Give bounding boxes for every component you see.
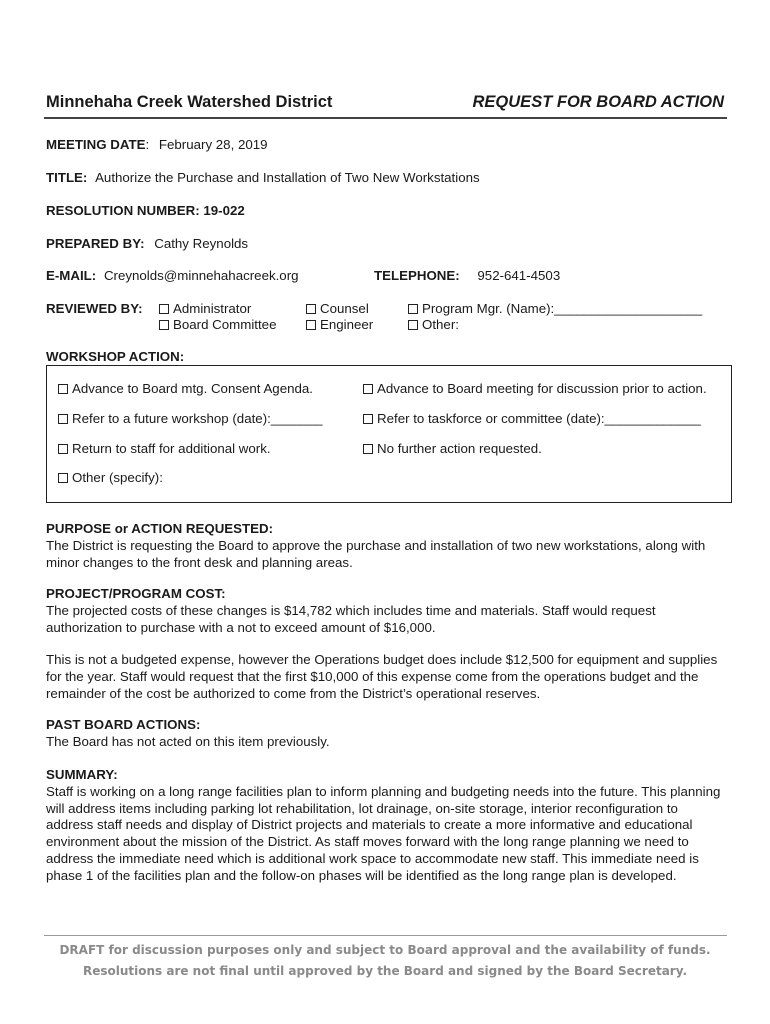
workshop-option-label: Return to staff for additional work. bbox=[72, 441, 271, 456]
telephone-label: TELEPHONE: bbox=[374, 268, 460, 283]
meeting-date-label: MEETING DATE bbox=[46, 137, 146, 152]
email-row bbox=[46, 268, 299, 283]
reviewed-option-label: Counsel bbox=[320, 301, 369, 316]
prepared-by-label: PREPARED BY: bbox=[46, 236, 145, 251]
resolution-value: 19-022 bbox=[203, 203, 245, 218]
checkbox-icon[interactable] bbox=[159, 304, 169, 314]
header-divider bbox=[44, 117, 727, 119]
workshop-option-future-workshop[interactable] bbox=[58, 411, 323, 426]
past-actions-body: The Board has not acted on this item previously. bbox=[46, 733, 330, 749]
reviewed-option-board-committee[interactable] bbox=[159, 317, 276, 332]
resolution-row bbox=[46, 203, 245, 218]
checkbox-icon[interactable] bbox=[363, 414, 373, 424]
resolution-label: RESOLUTION NUMBER: bbox=[46, 203, 200, 218]
email-label: E-MAIL: bbox=[46, 268, 97, 283]
purpose-heading: PURPOSE or ACTION REQUESTED: bbox=[46, 521, 274, 536]
reviewed-option-label: Program Mgr. (Name):____________________ bbox=[422, 301, 703, 316]
workshop-option-label: Refer to taskforce or committee (date):_____________ bbox=[377, 411, 701, 426]
organization-name: Minnehaha Creek Watershed District bbox=[46, 93, 333, 111]
cost-section-continued bbox=[46, 652, 726, 702]
reviewed-option-label: Engineer bbox=[320, 317, 374, 332]
checkbox-icon[interactable] bbox=[408, 304, 418, 314]
title-row bbox=[46, 170, 480, 185]
summary-heading: SUMMARY: bbox=[46, 767, 118, 782]
footer-line-2: Resolutions are not final until approved by the Board and signed by the Board Secretary. bbox=[82, 964, 688, 978]
reviewed-option-label: Board Committee bbox=[173, 317, 277, 332]
telephone-value: 952-641-4503 bbox=[477, 268, 561, 283]
purpose-section bbox=[46, 521, 726, 571]
checkbox-icon[interactable] bbox=[306, 304, 316, 314]
workshop-option-return-to-staff[interactable] bbox=[58, 441, 271, 456]
meeting-date-row bbox=[46, 137, 268, 152]
footer-line-1: DRAFT for discussion purposes only and subject to Board approval and the availability of funds. bbox=[59, 943, 711, 957]
past-actions-section bbox=[46, 717, 726, 751]
title-value: Authorize the Purchase and Installation of Two New Workstations bbox=[95, 170, 480, 185]
summary-section bbox=[46, 767, 726, 885]
cost-heading: PROJECT/PROGRAM COST: bbox=[46, 586, 226, 601]
reviewed-option-other[interactable] bbox=[408, 317, 459, 332]
reviewed-option-engineer[interactable] bbox=[306, 317, 373, 332]
telephone-row bbox=[374, 268, 560, 283]
workshop-action-label: WORKSHOP ACTION: bbox=[46, 349, 185, 364]
email-value: Creynolds@minnehahacreek.org bbox=[103, 268, 299, 283]
workshop-option-label: Refer to a future workshop (date):_______ bbox=[72, 411, 323, 426]
prepared-by-row bbox=[46, 236, 248, 251]
checkbox-icon[interactable] bbox=[58, 414, 68, 424]
title-label: TITLE: bbox=[46, 170, 88, 185]
cost-body: The projected costs of these changes is $14,782 which includes time and materials. Staff would request authorization to purchase with a not to exceed amount of $16,000. bbox=[46, 602, 656, 635]
checkbox-icon[interactable] bbox=[58, 473, 68, 483]
cost-section bbox=[46, 586, 726, 636]
workshop-option-other[interactable] bbox=[58, 470, 163, 485]
checkbox-icon[interactable] bbox=[408, 320, 418, 330]
reviewed-option-administrator[interactable] bbox=[159, 301, 251, 316]
document-type-title: REQUEST FOR BOARD ACTION bbox=[472, 93, 724, 111]
workshop-option-label: Advance to Board meeting for discussion prior to action. bbox=[377, 381, 707, 396]
workshop-option-board-discussion[interactable] bbox=[363, 381, 707, 396]
reviewed-by-label: REVIEWED BY: bbox=[46, 301, 143, 316]
checkbox-icon[interactable] bbox=[58, 384, 68, 394]
workshop-option-label: Advance to Board mtg. Consent Agenda. bbox=[72, 381, 313, 396]
checkbox-icon[interactable] bbox=[159, 320, 169, 330]
checkbox-icon[interactable] bbox=[363, 444, 373, 454]
reviewed-option-counsel[interactable] bbox=[306, 301, 369, 316]
workshop-option-no-further-action[interactable] bbox=[363, 441, 542, 456]
prepared-by-value: Cathy Reynolds bbox=[154, 236, 249, 251]
workshop-option-label: Other (specify): bbox=[72, 470, 163, 485]
checkbox-icon[interactable] bbox=[363, 384, 373, 394]
past-actions-heading: PAST BOARD ACTIONS: bbox=[46, 717, 201, 732]
purpose-body: The District is requesting the Board to approve the purchase and installation of two new workstations, along with minor changes to the front desk and planning areas. bbox=[46, 537, 706, 570]
cost-body-2: This is not a budgeted expense, however the Operations budget does include $12,500 for equipment and supplies for the year. Staff would request that the first $10,000 of this expense come from the operations budget and the remainder of the cost be authorized to come from the District’s operational reserves. bbox=[46, 652, 718, 701]
reviewed-option-label: Administrator bbox=[173, 301, 252, 316]
summary-body: Staff is working on a long range facilities plan to inform planning and budgeting needs into the future. This planning will address items including parking lot rehabilitation, lot drainage, on-site storage, interior reconfiguration to address staff needs and display of District projects and materials to create a more informative and educational environment about the mission of the District. As staff moves forward with the long range planning we need to address the immediate need which is additional work space to accommodate new staff. This immediate need is phase 1 of the facilities plan and the follow-on phases will be identified as the long range plan is developed. bbox=[46, 783, 721, 883]
footer-divider bbox=[44, 935, 727, 936]
meeting-date-value: February 28, 2019 bbox=[158, 137, 268, 152]
footer-disclaimer bbox=[0, 940, 770, 982]
checkbox-icon[interactable] bbox=[58, 444, 68, 454]
workshop-option-label: No further action requested. bbox=[377, 441, 542, 456]
reviewed-option-label: Other: bbox=[422, 317, 459, 332]
meeting-date-colon: : bbox=[145, 137, 150, 152]
reviewed-option-program-mgr[interactable] bbox=[408, 301, 702, 316]
workshop-option-consent-agenda[interactable] bbox=[58, 381, 313, 396]
checkbox-icon[interactable] bbox=[306, 320, 316, 330]
workshop-option-taskforce[interactable] bbox=[363, 411, 701, 426]
